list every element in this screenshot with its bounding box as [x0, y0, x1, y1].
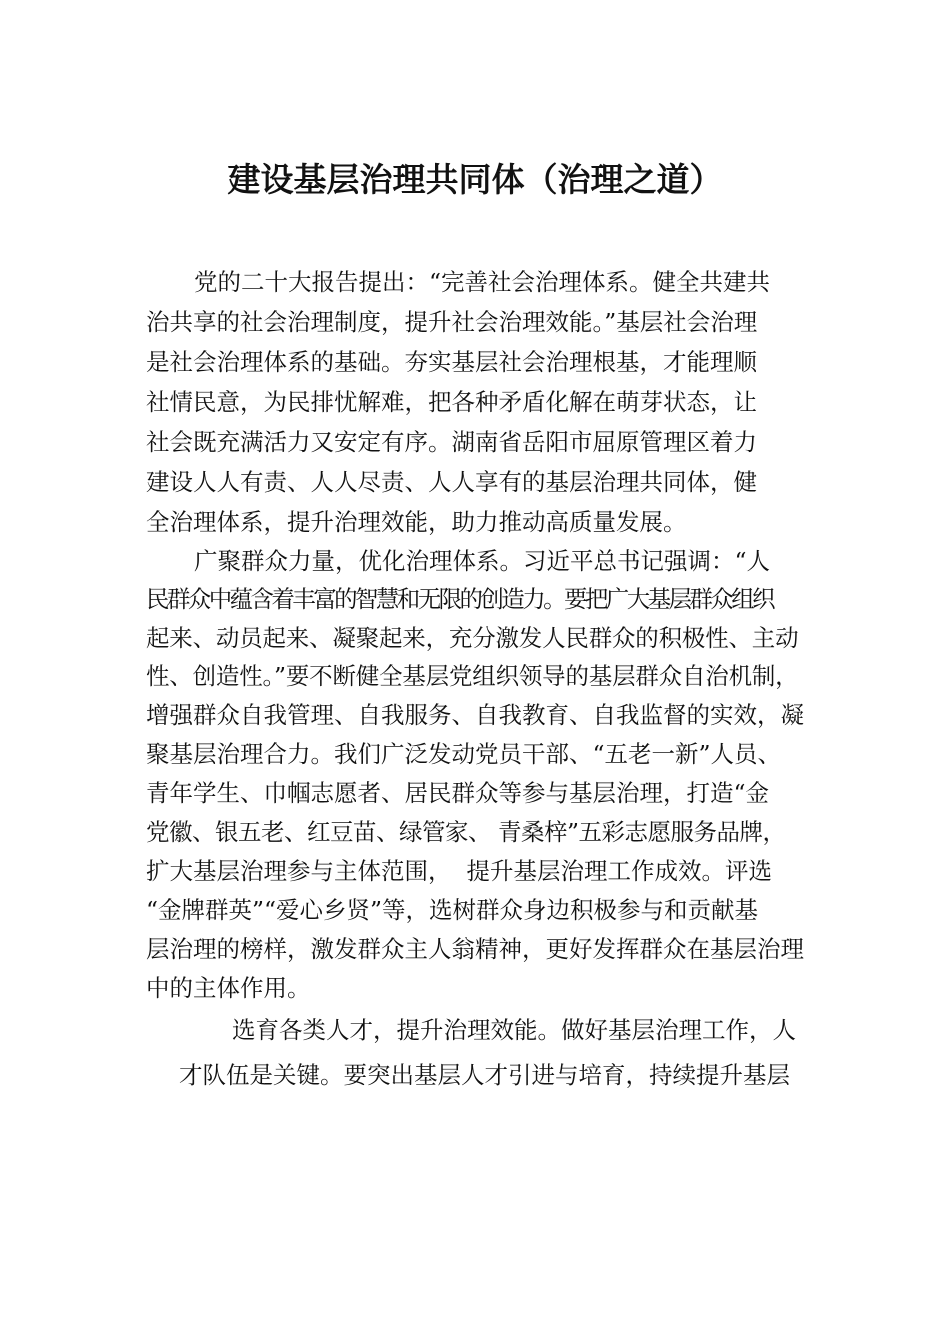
body-line: “金牌群英”“爱心乡贤”等，选树群众身边积极参与和贡献基 — [146, 896, 759, 924]
body-line: 社会既充满活力又安定有序。湖南省岳阳市屈原管理区着力 — [146, 428, 757, 456]
body-line: 聚基层治理合力。我们广泛发动党员干部、“五老一新”人员、 — [146, 740, 782, 768]
body-line: 是社会治理体系的基础。夯实基层社会治理根基，才能理顺 — [146, 348, 757, 376]
body-line: 青年学生、巾帼志愿者、居民群众等参与基层治理，打造“金 — [146, 779, 770, 807]
document-title: 建设基层治理共同体（治理之道） — [227, 160, 723, 199]
body-line: 起来、动员起来、凝聚起来，充分激发人民群众的积极性、主动 — [146, 624, 799, 652]
body-line: 扩大基层治理参与主体范围， 提升基层治理工作成效。评选 — [146, 857, 772, 885]
body-line: 全治理体系，提升治理效能，助力推动高质量发展。 — [146, 508, 687, 536]
body-line: 党的二十大报告提出：“完善社会治理体系。健全共建共 — [194, 268, 771, 296]
body-line: 广聚群众力量，优化治理体系。习近平总书记强调：“人 — [194, 547, 771, 575]
body-line: 建设人人有责、人人尽责、人人享有的基层治理共同体，健 — [146, 468, 757, 496]
body-line: 民群众中蕴含着丰富的智慧和无限的创造力。要把广大基层群众组织 — [146, 585, 773, 613]
body-line: 才队伍是关键。要突出基层人才引进与培育，持续提升基层 — [179, 1061, 790, 1089]
body-line: 党徽、银五老、红豆苗、绿管家、 青桑梓”五彩志愿服务品牌， — [146, 818, 786, 846]
body-line: 增强群众自我管理、自我服务、自我教育、自我监督的实效，凝 — [146, 701, 804, 729]
body-line: 层治理的榜样，激发群众主人翁精神，更好发挥群众在基层治理 — [146, 935, 804, 963]
body-line: 治共享的社会治理制度，提升社会治理效能。”基层社会治理 — [146, 308, 758, 336]
body-line: 选育各类人才，提升治理效能。做好基层治理工作，人 — [232, 1016, 796, 1044]
body-line: 性、创造性。”要不断健全基层党组织领导的基层群众自治机制， — [146, 662, 799, 690]
body-line: 社情民意，为民排忧解难，把各种矛盾化解在萌芽状态，让 — [146, 388, 757, 416]
body-line: 中的主体作用。 — [146, 974, 311, 1002]
